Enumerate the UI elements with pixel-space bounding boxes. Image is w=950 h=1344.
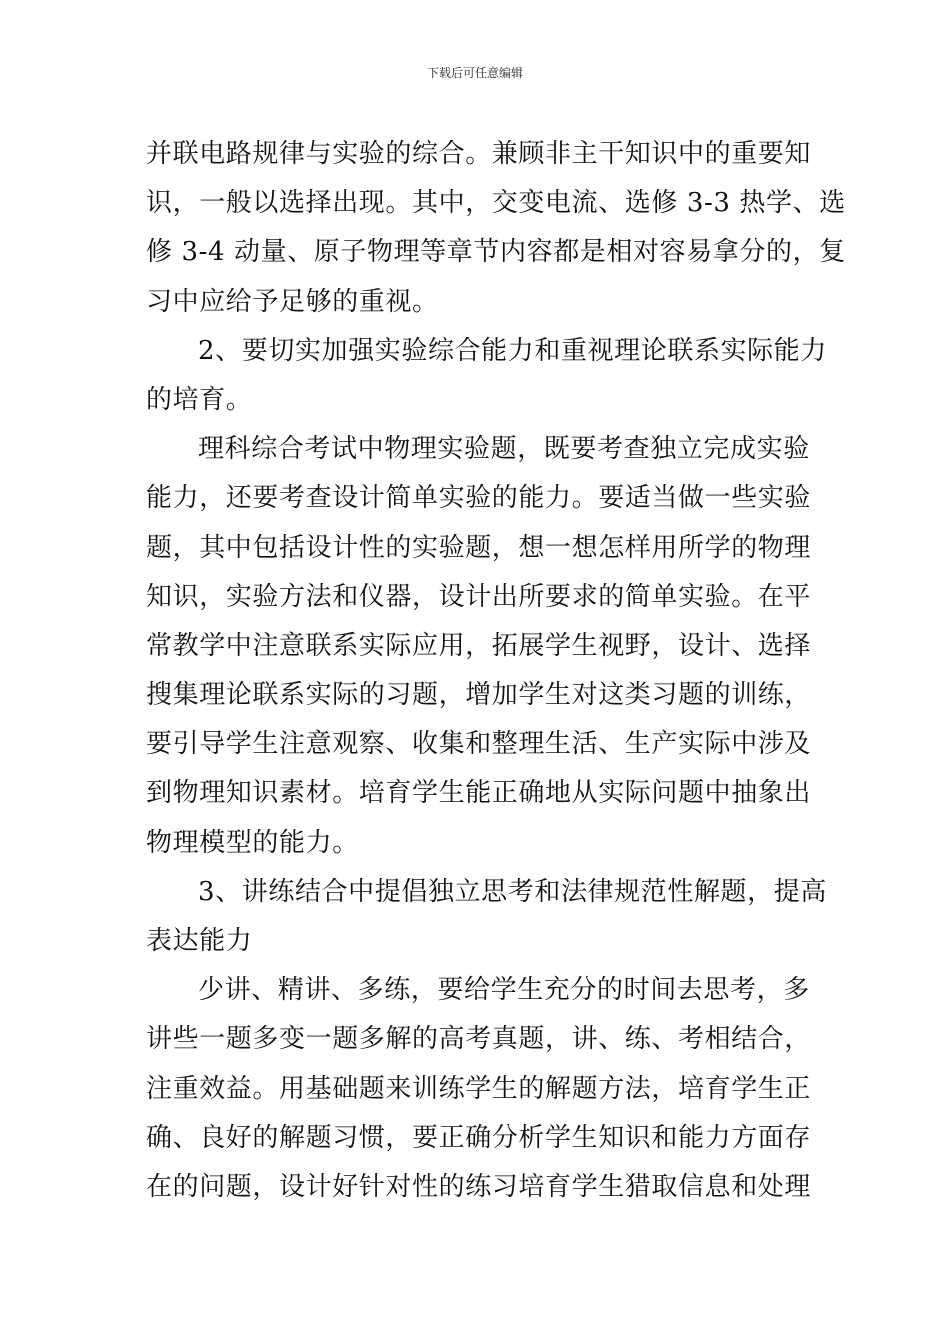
text-line: 识，一般以选择出现。其中，交变电流、选修 3-3 热学、选 bbox=[146, 188, 846, 219]
text-line: 注重效益。用基础题来训练学生的解题方法，培育学生正 bbox=[146, 1073, 812, 1104]
text-line: 并联电路规律与实验的综合。兼顾非主干知识中的重要知 bbox=[146, 139, 812, 169]
document-body bbox=[146, 130, 846, 1212]
text-line: 要引导学生注意观察、收集和整理生活、生产实际中涉及 bbox=[146, 729, 812, 760]
text-line: 能力，还要考查设计简单实验的能力。要适当做一些实验 bbox=[146, 483, 812, 514]
text-line: 物理模型的能力。 bbox=[146, 827, 359, 858]
text-line: 到物理知识素材。培育学生能正确地从实际问题中抽象出 bbox=[146, 778, 812, 809]
text-line: 搜集理论联系实际的习题，增加学生对这类习题的训练， bbox=[146, 680, 812, 711]
text-line: 修 3-4 动量、原子物理等章节内容都是相对容易拿分的，复 bbox=[146, 237, 846, 268]
text-line: 知识，实验方法和仪器，设计出所要求的简单实验。在平 bbox=[146, 581, 812, 612]
section-heading-line: 的培育。 bbox=[146, 384, 253, 415]
text-line: 题，其中包括设计性的实验题，想一想怎样用所学的物理 bbox=[146, 532, 812, 563]
section-heading-line: 2、要切实加强实验综合能力和重视理论联系实际能力 bbox=[198, 335, 827, 366]
page-header: 下载后可任意编辑 bbox=[426, 66, 523, 80]
section-heading-line: 3、讲练结合中提倡独立思考和法律规范性解题，提高 bbox=[198, 876, 827, 907]
text-line: 常教学中注意联系实际应用，拓展学生视野，设计、选择 bbox=[146, 630, 812, 661]
text-line: 在的问题，设计好针对性的练习培育学生猎取信息和处理 bbox=[146, 1171, 812, 1202]
section-heading-line: 表达能力 bbox=[146, 926, 253, 956]
text-line: 少讲、精讲、多练，要给学生充分的时间去思考，多 bbox=[198, 975, 810, 1006]
text-line: 理科综合考试中物理实验题，既要考查独立完成实验 bbox=[198, 434, 810, 465]
text-line: 习中应给予足够的重视。 bbox=[146, 286, 439, 317]
text-line: 确、良好的解题习惯，要正确分析学生知识和能力方面存 bbox=[146, 1122, 812, 1153]
text-line: 讲些一题多变一题多解的高考真题，讲、练、考相结合， bbox=[146, 1024, 812, 1055]
